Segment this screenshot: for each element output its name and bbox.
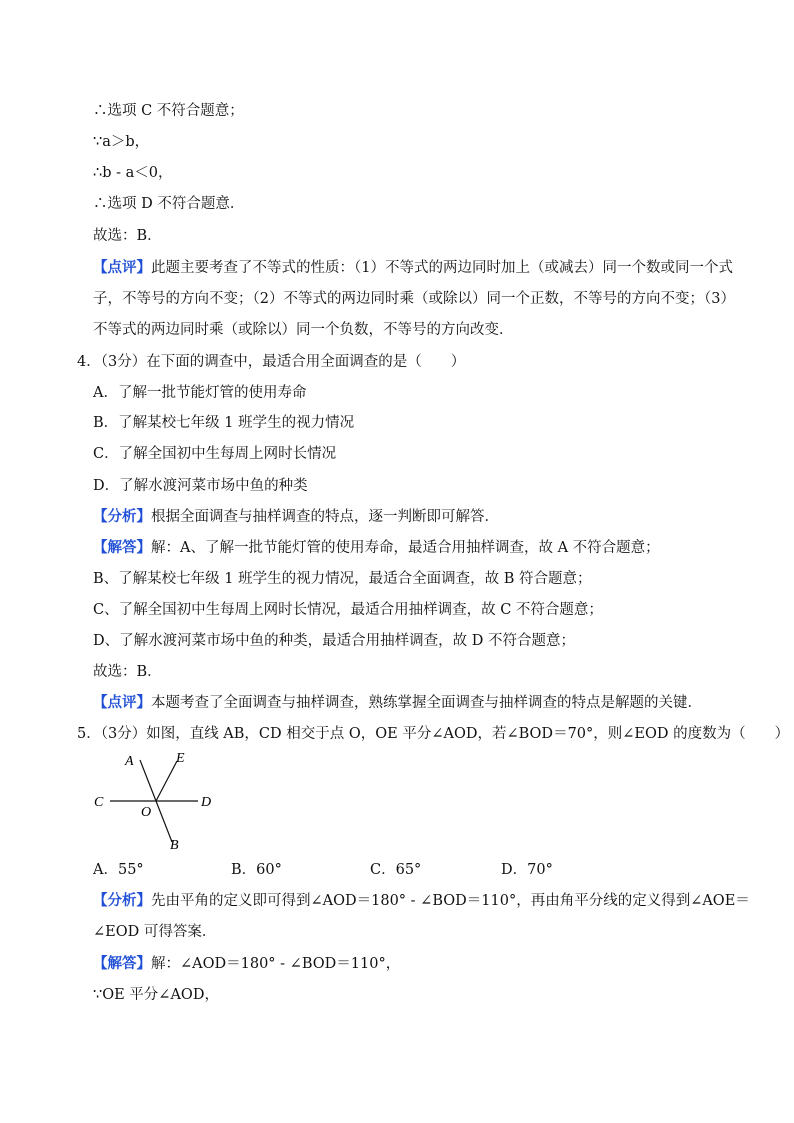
label-c: C <box>94 795 104 810</box>
analysis-tag: 【分析】 <box>93 892 151 909</box>
q3-answer: 故选：B． <box>93 228 162 244</box>
analysis-text: 先由平角的定义即可得到∠AOD＝180° - ∠BOD＝110°，再由角平分线的定义得到∠AOE＝ <box>151 893 750 909</box>
q3-solution-line-3: ∴b - a＜0， <box>93 165 173 181</box>
comment-text: 此题主要考查了不等式的性质：（1）不等式的两边同时加上（或减去）同一个数或同一个式 <box>151 260 733 276</box>
q5-solution-line-1 <box>93 954 400 974</box>
label-o: O <box>141 805 152 820</box>
solution-text: 解：A、了解一批节能灯管的使用寿命，最适合用抽样调查，故 A 不符合题意； <box>151 540 660 556</box>
q3-comment-line-1 <box>93 258 733 278</box>
label-a: A <box>125 754 134 769</box>
q4-answer: 故选：B． <box>93 664 162 680</box>
q4-solution-line-1 <box>93 538 660 558</box>
q5-option-b: B．60° <box>231 862 282 878</box>
solution-tag: 【解答】 <box>93 539 151 556</box>
q4-solution-line-3: C、了解全国初中生每周上网时长情况，最适合用抽样调查，故 C 不符合题意； <box>93 602 603 618</box>
q5-analysis-line-1 <box>93 891 750 911</box>
label-b: B <box>170 838 179 853</box>
q3-solution-line-1: ∴选项 C 不符合题意； <box>93 103 244 119</box>
q5-option-a: A．55° <box>93 862 144 878</box>
q4-option-b: B．了解某校七年级 1 班学生的视力情况 <box>93 415 355 431</box>
q4-analysis <box>93 507 499 527</box>
ray-oe <box>156 761 177 801</box>
comment-tag: 【点评】 <box>93 694 151 711</box>
q4-solution-line-4: D、了解水渡河菜市场中鱼的种类，最适合用抽样调查，故 D 不符合题意； <box>93 633 575 649</box>
label-d: D <box>201 795 212 810</box>
q5-option-d: D．70° <box>501 862 553 878</box>
q4-stem: 4．（3分）在下面的调查中，最适合用全面调查的是（ ） <box>77 354 466 370</box>
q4-option-d: D．了解水渡河菜市场中鱼的种类 <box>93 478 308 494</box>
q3-solution-line-4: ∴选项 D 不符合题意． <box>93 196 245 212</box>
comment-tag: 【点评】 <box>93 259 151 276</box>
q4-option-c: C．了解全国初中生每周上网时长情况 <box>93 446 337 462</box>
q5-stem: 5．（3分）如图，直线 AB，CD 相交于点 O，OE 平分∠AOD，若∠BOD＝70°，则∠EOD 的度数为（ ） <box>77 726 790 742</box>
comment-text: 本题考查了全面调查与抽样调查，熟练掌握全面调查与抽样调查的特点是解题的关键． <box>151 695 702 711</box>
q4-comment <box>93 693 702 713</box>
solution-tag: 【解答】 <box>93 955 151 972</box>
q4-option-a: A．了解一批节能灯管的使用寿命 <box>93 385 307 401</box>
q5-analysis-line-2: ∠EOD 可得答案． <box>93 924 217 940</box>
q3-comment-line-2: 子，不等号的方向不变；（2）不等式的两边同时乘（或除以）同一个正数，不等号的方向不变；（3） <box>93 291 735 307</box>
q5-geometry-figure <box>88 748 228 856</box>
label-e: E <box>176 751 185 766</box>
analysis-text: 根据全面调查与抽样调查的特点，逐一判断即可解答． <box>151 509 499 525</box>
q5-solution-line-2: ∵OE 平分∠AOD， <box>93 987 219 1003</box>
q4-solution-line-2: B、了解某校七年级 1 班学生的视力情况，最适合全面调查，故 B 符合题意； <box>93 571 592 587</box>
q3-comment-line-3: 不等式的两边同时乘（或除以）同一个负数，不等号的方向改变． <box>93 322 514 338</box>
analysis-tag: 【分析】 <box>93 508 151 525</box>
q3-solution-line-2: ∵a＞b， <box>93 134 150 150</box>
solution-text: 解：∠AOD＝180° - ∠BOD＝110°， <box>151 956 401 972</box>
q5-option-c: C．65° <box>370 862 422 878</box>
